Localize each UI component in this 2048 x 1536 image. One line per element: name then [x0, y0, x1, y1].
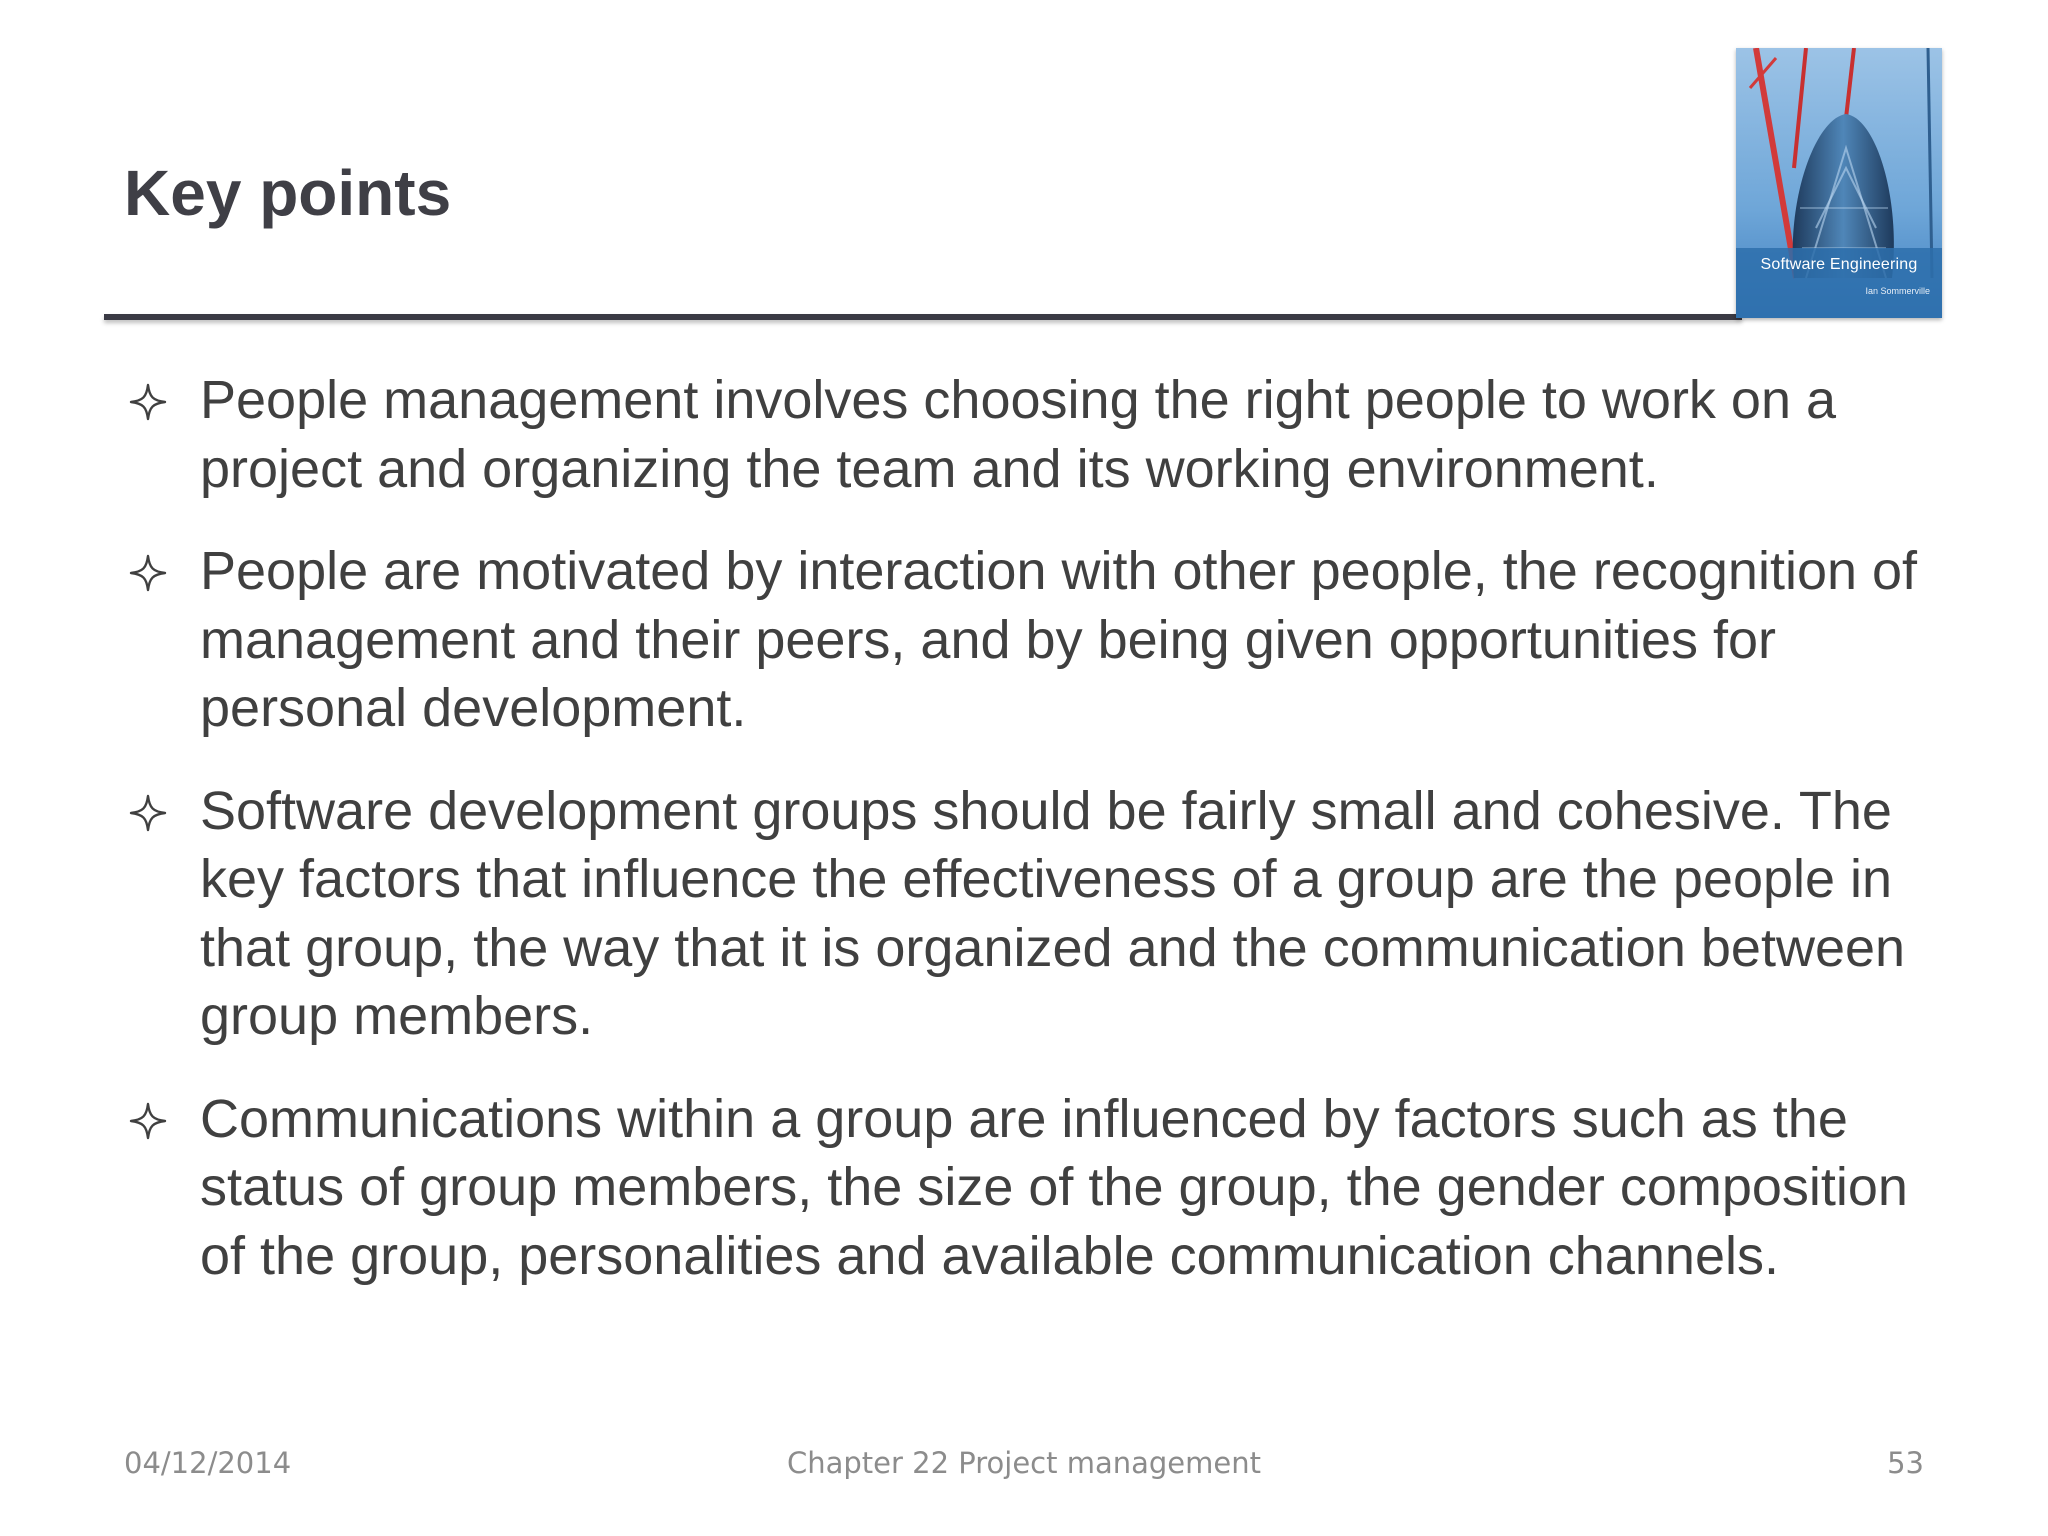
bullet-text: People management involves choosing the right people to work on a project and organizing the team and its working environment. [200, 370, 1837, 499]
footer-page-number: 53 [1887, 1446, 1924, 1480]
book-cover-image [1736, 48, 1942, 318]
bullet-item [124, 1085, 1944, 1291]
book-cover-title: Software Engineering [1760, 256, 1918, 273]
bullet-text: Communications within a group are influenced by factors such as the status of group members, the size of the group, the gender composition of the group, personalities and available communication channels. [200, 1088, 1908, 1286]
footer-date: 04/12/2014 [124, 1446, 292, 1480]
bullet-item [124, 366, 1944, 503]
title-divider [104, 314, 1742, 320]
book-cover-art [1736, 48, 1942, 318]
slide-title: Key points [124, 157, 452, 229]
four-point-star-outline-icon [128, 553, 168, 593]
four-point-star-outline-icon [128, 382, 168, 422]
four-point-star-outline-icon [128, 1101, 168, 1141]
footer-chapter-title: Chapter 22 Project management [787, 1446, 1261, 1480]
bullet-text: Software development groups should be fairly small and cohesive. The key factors that influence the effectiveness of a group are the people in that group, the way that it is organized and the communication between group members. [200, 780, 1906, 1046]
four-point-star-outline-icon [128, 793, 168, 833]
bullet-text: People are motivated by interaction with other people, the recognition of management and their peers, and by being given opportunities for personal development. [200, 541, 1918, 738]
book-cover-author: Ian Sommerville [1865, 286, 1930, 296]
bullet-item [124, 537, 1944, 743]
bullet-item [124, 777, 1944, 1051]
bullet-list [124, 366, 1944, 1324]
